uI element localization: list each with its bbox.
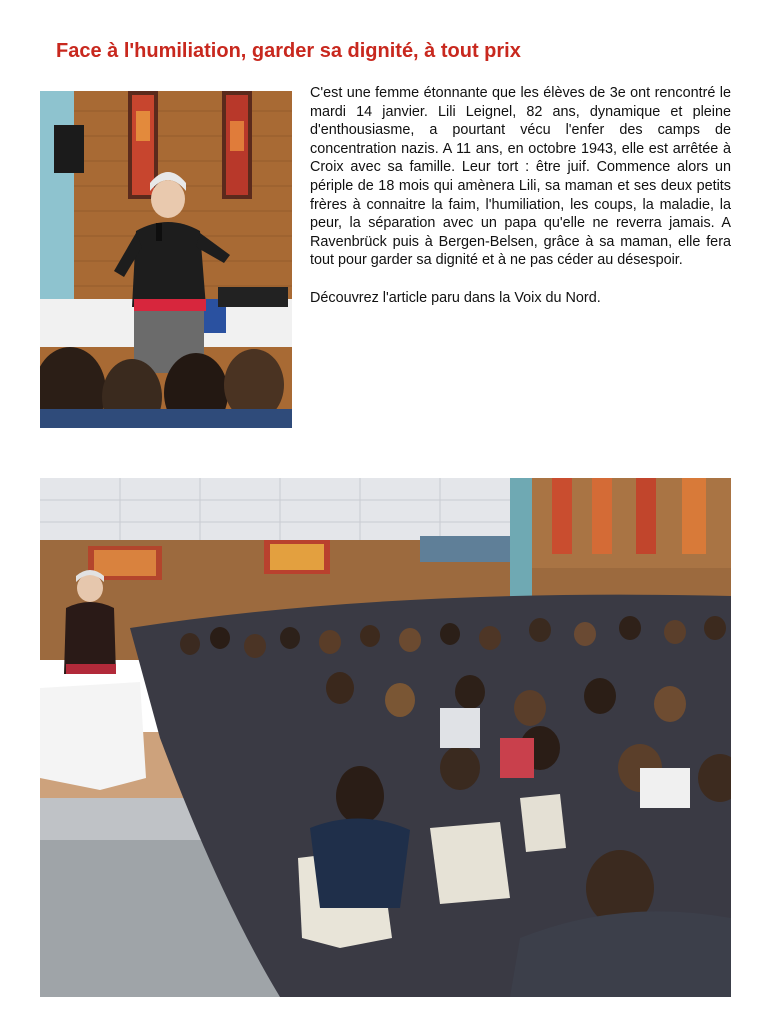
article-body: C'est une femme étonnante que les élèves de 3e ont rencontré le mardi 14 janvier. Lili Leignel, 82 ans, dynamique et pleine d'enthousiasme, a pourtant vécu l'enfer des camps de concentration nazis. A 11 ans, en octobre 1943, elle est arrêtée à Croix avec sa famille. Leur tort : être juif. Commence alors un périple de 18 mois qui amènera Lili, sa maman et ses deux petits frères à connaitre la faim, l'humiliation, les coups, la maladie, la peur, la séparation avec un papa qu'elle ne reverra jamais. A Ravenbrück puis à Bergen-Belsen, grâce à sa maman, elle fera tout pour garder sa dignité et à ne pas céder au désespoir. xyxy=(310,85,731,269)
audience-photo-image xyxy=(40,478,731,997)
voix-du-nord-link[interactable]: Découvrez l'article paru dans la Voix du Nord. xyxy=(310,289,601,306)
article-title: Face à l'humiliation, garder sa dignité, à tout prix xyxy=(56,40,521,62)
audience-photo xyxy=(40,478,731,997)
speaker-photo xyxy=(40,91,292,428)
article-text-column xyxy=(310,84,731,308)
speaker-photo-image xyxy=(40,91,292,428)
